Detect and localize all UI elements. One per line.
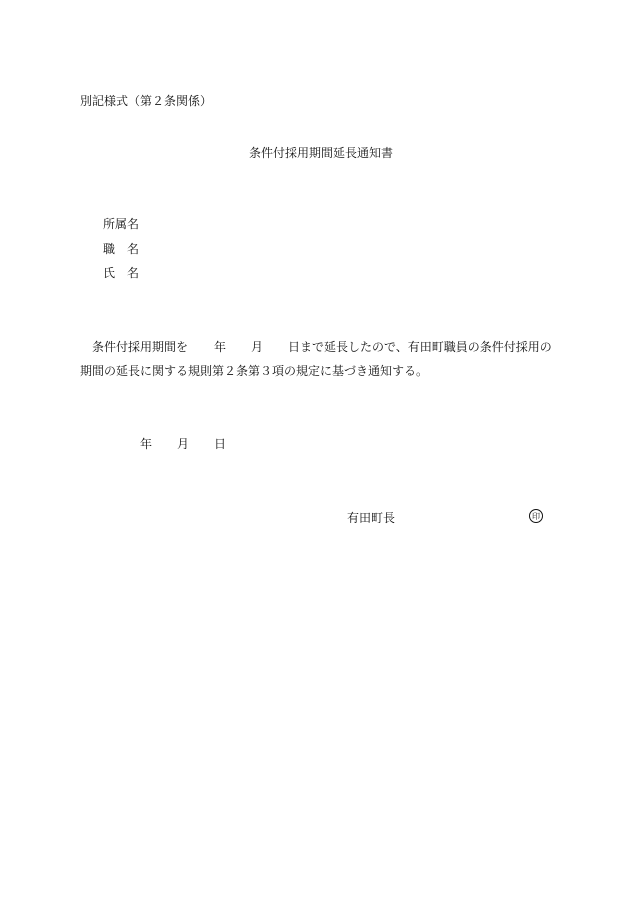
seal-mark-icon: 印 [529, 509, 543, 523]
body-year-label: 年 [214, 340, 227, 354]
date-day-label: 日 [214, 437, 227, 451]
body-month-label: 月 [251, 340, 264, 354]
date-month-label: 月 [177, 437, 190, 451]
document-title: 条件付採用期間延長通知書 [249, 146, 394, 160]
signer-title: 有田町長 [347, 511, 396, 525]
date-year-label: 年 [140, 437, 153, 451]
field-affiliation: 所属名 [103, 217, 140, 231]
form-label: 別記様式（第２条関係） [80, 94, 213, 108]
issue-date [140, 436, 226, 452]
body-line-1 [92, 339, 552, 355]
field-name: 氏 名 [103, 266, 140, 280]
field-position: 職 名 [103, 242, 140, 256]
body-text-start: 条件付採用期間を [92, 340, 189, 354]
body-text-end: 日まで延長したので、有田町職員の条件付採用の [288, 340, 552, 354]
body-line-2: 期間の延長に関する規則第２条第３項の規定に基づき通知する。 [80, 364, 429, 378]
